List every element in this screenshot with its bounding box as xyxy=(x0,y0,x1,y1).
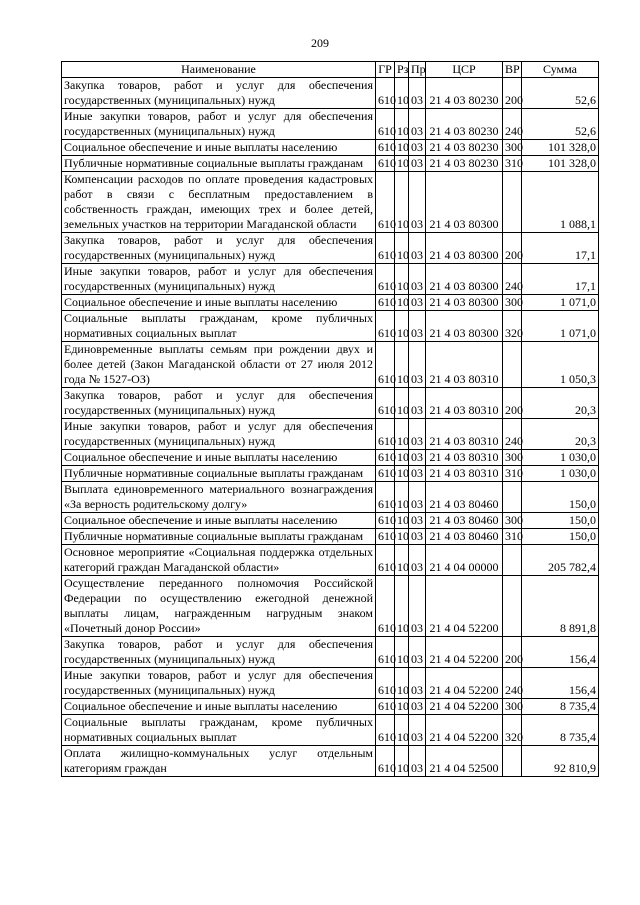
table-row xyxy=(62,715,599,746)
cell-sum: 1 030,0 xyxy=(522,450,599,466)
cell-pr: 03 xyxy=(409,295,426,311)
cell-gr: 610 xyxy=(376,513,395,529)
cell-name: Социальное обеспечение и иные выплаты населению xyxy=(62,295,376,311)
cell-sum: 20,3 xyxy=(522,388,599,419)
table-row xyxy=(62,529,599,545)
cell-csr: 21 4 03 80460 xyxy=(426,513,503,529)
table-row xyxy=(62,482,599,513)
cell-vr: 240 xyxy=(503,109,522,140)
cell-pr: 03 xyxy=(409,699,426,715)
cell-pr: 03 xyxy=(409,482,426,513)
cell-rz: 10 xyxy=(395,419,409,450)
budget-table xyxy=(61,61,599,777)
cell-rz: 10 xyxy=(395,715,409,746)
cell-rz: 10 xyxy=(395,78,409,109)
cell-csr: 21 4 04 52200 xyxy=(426,668,503,699)
cell-csr: 21 4 04 52200 xyxy=(426,637,503,668)
header-rz: Рз xyxy=(395,62,409,78)
cell-sum: 1 088,1 xyxy=(522,172,599,233)
cell-csr: 21 4 03 80300 xyxy=(426,311,503,342)
cell-vr: 200 xyxy=(503,78,522,109)
cell-sum: 150,0 xyxy=(522,482,599,513)
cell-sum: 17,1 xyxy=(522,233,599,264)
cell-gr: 610 xyxy=(376,295,395,311)
cell-rz: 10 xyxy=(395,156,409,172)
cell-pr: 03 xyxy=(409,388,426,419)
cell-sum: 205 782,4 xyxy=(522,545,599,576)
cell-csr: 21 4 03 80230 xyxy=(426,156,503,172)
cell-rz: 10 xyxy=(395,466,409,482)
cell-rz: 10 xyxy=(395,699,409,715)
cell-vr: 200 xyxy=(503,233,522,264)
cell-pr: 03 xyxy=(409,715,426,746)
cell-gr: 610 xyxy=(376,233,395,264)
cell-vr: 320 xyxy=(503,311,522,342)
cell-rz: 10 xyxy=(395,140,409,156)
cell-csr: 21 4 03 80300 xyxy=(426,172,503,233)
cell-gr: 610 xyxy=(376,156,395,172)
cell-name: Основное мероприятие «Социальная поддержка отдельных категорий граждан Магаданской области» xyxy=(62,545,376,576)
header-pr: Пр xyxy=(409,62,426,78)
header-csr: ЦСР xyxy=(426,62,503,78)
cell-vr xyxy=(503,746,522,777)
cell-vr xyxy=(503,482,522,513)
cell-csr: 21 4 03 80310 xyxy=(426,466,503,482)
cell-pr: 03 xyxy=(409,342,426,388)
cell-csr: 21 4 03 80230 xyxy=(426,109,503,140)
table-row xyxy=(62,156,599,172)
cell-sum: 52,6 xyxy=(522,109,599,140)
cell-gr: 610 xyxy=(376,466,395,482)
cell-csr: 21 4 03 80300 xyxy=(426,264,503,295)
cell-name: Единовременные выплаты семьям при рождении двух и более детей (Закон Магаданской области от 27 июля 2012 года № 1527-ОЗ) xyxy=(62,342,376,388)
cell-pr: 03 xyxy=(409,264,426,295)
cell-rz: 10 xyxy=(395,513,409,529)
cell-gr: 610 xyxy=(376,746,395,777)
cell-name: Оплата жилищно-коммунальных услуг отдельным категориям граждан xyxy=(62,746,376,777)
cell-vr: 240 xyxy=(503,668,522,699)
cell-sum: 101 328,0 xyxy=(522,140,599,156)
cell-rz: 10 xyxy=(395,172,409,233)
cell-pr: 03 xyxy=(409,668,426,699)
cell-vr xyxy=(503,576,522,637)
cell-csr: 21 4 04 52200 xyxy=(426,715,503,746)
cell-rz: 10 xyxy=(395,746,409,777)
cell-rz: 10 xyxy=(395,482,409,513)
cell-pr: 03 xyxy=(409,545,426,576)
table-row xyxy=(62,419,599,450)
cell-csr: 21 4 03 80230 xyxy=(426,140,503,156)
cell-gr: 610 xyxy=(376,450,395,466)
cell-pr: 03 xyxy=(409,419,426,450)
cell-name: Социальное обеспечение и иные выплаты населению xyxy=(62,699,376,715)
cell-sum: 156,4 xyxy=(522,637,599,668)
cell-gr: 610 xyxy=(376,576,395,637)
cell-vr: 200 xyxy=(503,388,522,419)
cell-vr: 300 xyxy=(503,295,522,311)
cell-name: Публичные нормативные социальные выплаты гражданам xyxy=(62,466,376,482)
cell-rz: 10 xyxy=(395,576,409,637)
cell-name: Осуществление переданного полномочия Российской Федерации по осуществлению ежегодной денежной выплаты лицам, награжденным нагрудным знаком «Почетный донор России» xyxy=(62,576,376,637)
table-row xyxy=(62,342,599,388)
cell-name: Социальное обеспечение и иные выплаты населению xyxy=(62,513,376,529)
cell-pr: 03 xyxy=(409,637,426,668)
cell-vr: 200 xyxy=(503,637,522,668)
table-row xyxy=(62,311,599,342)
cell-pr: 03 xyxy=(409,311,426,342)
cell-gr: 610 xyxy=(376,264,395,295)
table-row xyxy=(62,172,599,233)
cell-sum: 1 030,0 xyxy=(522,466,599,482)
cell-rz: 10 xyxy=(395,529,409,545)
cell-pr: 03 xyxy=(409,529,426,545)
cell-csr: 21 4 04 52200 xyxy=(426,699,503,715)
table-row xyxy=(62,513,599,529)
cell-name: Публичные нормативные социальные выплаты гражданам xyxy=(62,156,376,172)
table-row xyxy=(62,699,599,715)
table-row xyxy=(62,140,599,156)
cell-vr: 310 xyxy=(503,156,522,172)
table-row xyxy=(62,545,599,576)
cell-sum: 156,4 xyxy=(522,668,599,699)
cell-csr: 21 4 04 52500 xyxy=(426,746,503,777)
cell-rz: 10 xyxy=(395,668,409,699)
cell-sum: 1 050,3 xyxy=(522,342,599,388)
cell-pr: 03 xyxy=(409,78,426,109)
cell-gr: 610 xyxy=(376,311,395,342)
cell-name: Иные закупки товаров, работ и услуг для обеспечения государственных (муниципальных) нужд xyxy=(62,264,376,295)
cell-name: Закупка товаров, работ и услуг для обеспечения государственных (муниципальных) нужд xyxy=(62,637,376,668)
cell-vr: 310 xyxy=(503,466,522,482)
cell-name: Иные закупки товаров, работ и услуг для обеспечения государственных (муниципальных) нужд xyxy=(62,419,376,450)
cell-gr: 610 xyxy=(376,419,395,450)
cell-rz: 10 xyxy=(395,264,409,295)
cell-name: Выплата единовременного материального вознаграждения «За верность родительскому долгу» xyxy=(62,482,376,513)
cell-sum: 92 810,9 xyxy=(522,746,599,777)
cell-pr: 03 xyxy=(409,746,426,777)
cell-csr: 21 4 03 80300 xyxy=(426,233,503,264)
table-row xyxy=(62,109,599,140)
cell-pr: 03 xyxy=(409,109,426,140)
table-header-row xyxy=(62,62,599,78)
cell-csr: 21 4 03 80460 xyxy=(426,529,503,545)
header-sum: Сумма xyxy=(522,62,599,78)
cell-vr: 320 xyxy=(503,715,522,746)
cell-csr: 21 4 03 80300 xyxy=(426,295,503,311)
cell-gr: 610 xyxy=(376,140,395,156)
cell-csr: 21 4 04 00000 xyxy=(426,545,503,576)
cell-name: Закупка товаров, работ и услуг для обеспечения государственных (муниципальных) нужд xyxy=(62,233,376,264)
cell-rz: 10 xyxy=(395,637,409,668)
cell-vr: 240 xyxy=(503,264,522,295)
cell-name: Социальные выплаты гражданам, кроме публичных нормативных социальных выплат xyxy=(62,311,376,342)
cell-sum: 101 328,0 xyxy=(522,156,599,172)
cell-rz: 10 xyxy=(395,233,409,264)
cell-sum: 17,1 xyxy=(522,264,599,295)
cell-vr xyxy=(503,342,522,388)
cell-pr: 03 xyxy=(409,513,426,529)
cell-gr: 610 xyxy=(376,482,395,513)
table-row xyxy=(62,637,599,668)
table-row xyxy=(62,746,599,777)
cell-csr: 21 4 04 52200 xyxy=(426,576,503,637)
cell-name: Социальные выплаты гражданам, кроме публичных нормативных социальных выплат xyxy=(62,715,376,746)
cell-sum: 150,0 xyxy=(522,529,599,545)
cell-rz: 10 xyxy=(395,342,409,388)
cell-rz: 10 xyxy=(395,545,409,576)
cell-rz: 10 xyxy=(395,295,409,311)
cell-csr: 21 4 03 80460 xyxy=(426,482,503,513)
cell-sum: 52,6 xyxy=(522,78,599,109)
cell-vr: 300 xyxy=(503,513,522,529)
cell-gr: 610 xyxy=(376,388,395,419)
table-row xyxy=(62,264,599,295)
cell-name: Закупка товаров, работ и услуг для обеспечения государственных (муниципальных) нужд xyxy=(62,388,376,419)
cell-gr: 610 xyxy=(376,109,395,140)
header-vr: ВР xyxy=(503,62,522,78)
cell-sum: 150,0 xyxy=(522,513,599,529)
cell-rz: 10 xyxy=(395,311,409,342)
cell-sum: 8 735,4 xyxy=(522,715,599,746)
cell-csr: 21 4 03 80310 xyxy=(426,342,503,388)
cell-gr: 610 xyxy=(376,342,395,388)
cell-gr: 610 xyxy=(376,172,395,233)
cell-name: Компенсации расходов по оплате проведения кадастровых работ в связи с бесплатным предоставлением в собственность граждан, имеющих трех и более детей, земельных участков на территории Магаданской области xyxy=(62,172,376,233)
cell-csr: 21 4 03 80310 xyxy=(426,419,503,450)
cell-gr: 610 xyxy=(376,715,395,746)
cell-gr: 610 xyxy=(376,545,395,576)
cell-vr: 300 xyxy=(503,140,522,156)
cell-pr: 03 xyxy=(409,156,426,172)
cell-gr: 610 xyxy=(376,699,395,715)
cell-pr: 03 xyxy=(409,576,426,637)
header-gr: ГР xyxy=(376,62,395,78)
cell-name: Социальное обеспечение и иные выплаты населению xyxy=(62,140,376,156)
cell-name: Иные закупки товаров, работ и услуг для обеспечения государственных (муниципальных) нужд xyxy=(62,109,376,140)
cell-pr: 03 xyxy=(409,450,426,466)
table-row xyxy=(62,466,599,482)
cell-pr: 03 xyxy=(409,140,426,156)
cell-vr: 300 xyxy=(503,450,522,466)
table-row xyxy=(62,233,599,264)
table-row xyxy=(62,576,599,637)
cell-sum: 1 071,0 xyxy=(522,311,599,342)
cell-gr: 610 xyxy=(376,668,395,699)
cell-pr: 03 xyxy=(409,233,426,264)
cell-sum: 1 071,0 xyxy=(522,295,599,311)
cell-rz: 10 xyxy=(395,450,409,466)
cell-vr xyxy=(503,172,522,233)
cell-name: Закупка товаров, работ и услуг для обеспечения государственных (муниципальных) нужд xyxy=(62,78,376,109)
cell-vr: 310 xyxy=(503,529,522,545)
page-number: 209 xyxy=(311,36,329,50)
cell-csr: 21 4 03 80310 xyxy=(426,450,503,466)
table-row xyxy=(62,388,599,419)
cell-gr: 610 xyxy=(376,637,395,668)
cell-gr: 610 xyxy=(376,78,395,109)
cell-pr: 03 xyxy=(409,172,426,233)
table-row xyxy=(62,668,599,699)
cell-vr: 300 xyxy=(503,699,522,715)
table-row xyxy=(62,450,599,466)
cell-csr: 21 4 03 80230 xyxy=(426,78,503,109)
table-row xyxy=(62,295,599,311)
cell-sum: 8 735,4 xyxy=(522,699,599,715)
header-name: Наименование xyxy=(62,62,376,78)
cell-name: Социальное обеспечение и иные выплаты населению xyxy=(62,450,376,466)
cell-sum: 20,3 xyxy=(522,419,599,450)
cell-gr: 610 xyxy=(376,529,395,545)
cell-rz: 10 xyxy=(395,388,409,419)
cell-vr xyxy=(503,545,522,576)
cell-csr: 21 4 03 80310 xyxy=(426,388,503,419)
table-row xyxy=(62,78,599,109)
cell-rz: 10 xyxy=(395,109,409,140)
cell-sum: 8 891,8 xyxy=(522,576,599,637)
table-body xyxy=(62,78,599,777)
cell-pr: 03 xyxy=(409,466,426,482)
cell-name: Иные закупки товаров, работ и услуг для обеспечения государственных (муниципальных) нужд xyxy=(62,668,376,699)
cell-vr: 240 xyxy=(503,419,522,450)
cell-name: Публичные нормативные социальные выплаты гражданам xyxy=(62,529,376,545)
